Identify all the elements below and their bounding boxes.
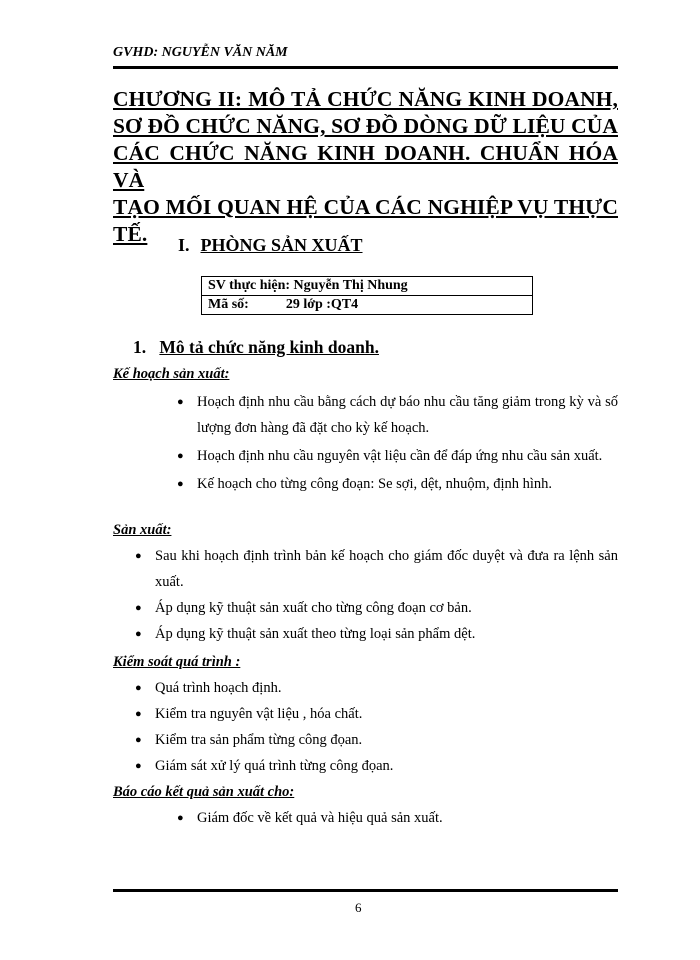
category-heading-planning: Kế hoạch sản xuất: [113,366,230,382]
section-number: I. [178,235,190,255]
id-class-row [202,295,532,314]
id-value: 29 [285,297,300,312]
list-item: ● Áp dụng kỹ thuật sản xuất theo từng loại sản phẩm dệt. [155,621,618,647]
bullet-icon: ● [135,708,142,720]
bullet-icon: ● [135,734,142,746]
bullet-icon: ● [177,478,184,490]
header-divider [113,66,618,69]
bullet-icon: ● [177,812,184,824]
subsection-title: Mô tả chức năng kinh doanh. [159,337,379,357]
list-item: ● Quá trình hoạch định. [155,675,618,701]
chapter-title-line: CHƯƠNG II: MÔ TẢ CHỨC NĂNG KINH DOANH, [113,87,618,111]
list-item: ● Hoạch định nhu cầu nguyên vật liệu cần để đáp ứng nhu cầu sản xuất. [197,443,618,469]
student-info-table [201,276,533,315]
category-heading-report: Báo cáo kết quả sản xuất cho: [113,784,295,800]
id-label: Mã số: [208,297,249,312]
page-number: 6 [355,900,362,915]
chapter-title-line: TẾ. [113,222,148,246]
production-list [135,543,618,647]
bullet-icon: ● [177,450,184,462]
list-item: ● Hoạch định nhu cầu bằng cách dự báo nhu cầu tăng giảm trong kỳ và số lượng đơn hàng đã đặt cho kỳ kế hoạch. [197,389,618,441]
performer-row: SV thực hiện: Nguyễn Thị Nhung [208,278,408,293]
list-item: ● Sau khi hoạch định trình bản kế hoạch cho giám đốc duyệt và đưa ra lệnh sản xuất. [155,543,618,595]
page-header: GVHD: NGUYỄN VĂN NĂM [113,45,288,60]
process-control-list [135,675,618,779]
chapter-title-line: CÁC CHỨC NĂNG KINH DOANH. CHUẨN HÓA VÀ [113,141,618,192]
report-list [177,805,618,831]
list-item: ● Áp dụng kỹ thuật sản xuất cho từng công đoạn cơ bản. [155,595,618,621]
chapter-title-line: SƠ ĐỒ CHỨC NĂNG, SƠ ĐỒ DÒNG DỮ LIỆU CỦA [113,114,618,138]
bullet-icon: ● [135,760,142,772]
bullet-icon: ● [135,682,142,694]
list-item: ● Kiểm tra nguyên vật liệu , hóa chất. [155,701,618,727]
bullet-icon: ● [135,628,142,640]
category-heading-process-control: Kiểm soát quá trình : [113,654,241,670]
section-heading [178,233,363,257]
chapter-title [113,86,618,248]
list-item: ● Giám đốc về kết quả và hiệu quả sản xuất. [197,805,618,831]
footer-divider [113,889,618,892]
subsection-number: 1. [133,337,147,357]
class-label: lớp :QT4 [303,297,359,312]
bullet-icon: ● [135,550,142,562]
planning-list [177,389,618,497]
list-item: ● Kế hoạch cho từng công đoạn: Se sợi, dệt, nhuộm, định hình. [197,471,618,497]
subsection-heading [133,336,379,358]
list-item: ● Giám sát xử lý quá trình từng công đọan. [155,753,618,779]
bullet-icon: ● [177,396,184,408]
category-heading-production: Sản xuất: [113,522,172,538]
chapter-title-line: TẠO MỐI QUAN HỆ CỦA CÁC NGHIỆP VỤ THỰC [113,195,618,219]
section-title: PHÒNG SẢN XUẤT [200,235,363,255]
bullet-icon: ● [135,602,142,614]
list-item: ● Kiểm tra sản phẩm từng công đọan. [155,727,618,753]
